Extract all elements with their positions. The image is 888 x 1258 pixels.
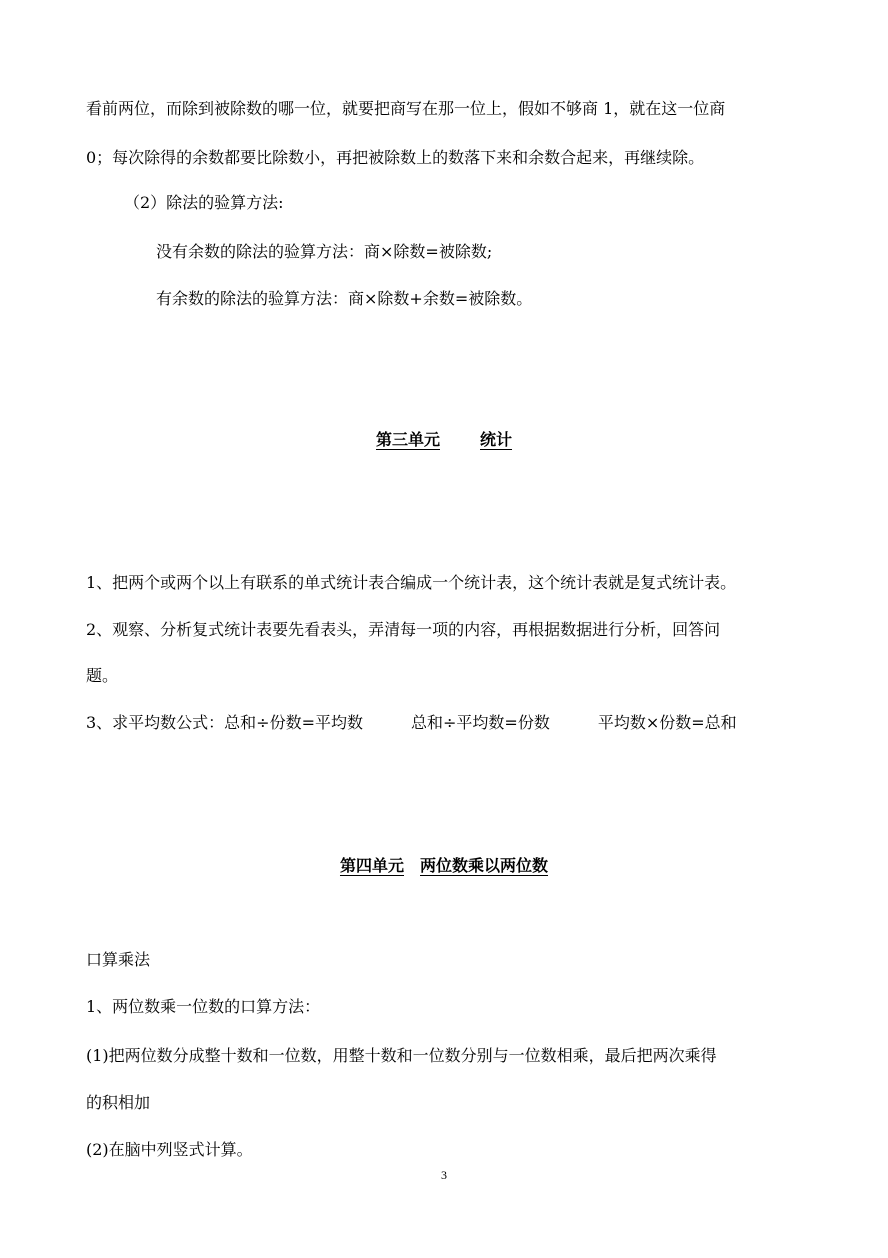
unit4-step2: (2)在脑中列竖式计算。 bbox=[86, 1140, 253, 1159]
division-para-line1: 看前两位，而除到被除数的哪一位，就要把商写在那一位上，假如不够商 1，就在这一位商 bbox=[86, 99, 726, 118]
average-formula-3: 平均数×份数=总和 bbox=[597, 713, 737, 732]
average-formula-2: 总和÷平均数=份数 bbox=[411, 713, 550, 732]
unit3-heading-part2: 统计 bbox=[480, 430, 513, 449]
unit3-item1: 1、把两个或两个以上有联系的单式统计表合编成一个统计表，这个统计表就是复式统计表。 bbox=[86, 573, 737, 592]
unit3-heading-part1: 第三单元 bbox=[375, 430, 440, 449]
division-para-line2: 0；每次除得的余数都要比除数小，再把被除数上的数落下来和余数合起来，再继续除。 bbox=[86, 148, 705, 167]
unit3-item2-line1: 2、观察、分析复式统计表要先看表头，弄清每一项的内容，再根据数据进行分析，回答问 bbox=[86, 620, 721, 639]
unit4-step1-line1: (1)把两位数分成整十数和一位数，用整十数和一位数分别与一位数相乘，最后把两次乘得 bbox=[86, 1046, 717, 1065]
division-check-title: （2）除法的验算方法: bbox=[124, 193, 284, 212]
unit4-step1-line2: 的积相加 bbox=[86, 1093, 151, 1112]
unit4-item1: 1、两位数乘一位数的口算方法： bbox=[86, 997, 321, 1016]
unit4-subheading: 口算乘法 bbox=[86, 950, 151, 969]
page-number: 3 bbox=[441, 1168, 447, 1182]
unit3-item2-line2: 题。 bbox=[86, 666, 119, 685]
unit4-heading-part1: 第四单元 bbox=[339, 856, 404, 875]
unit4-heading-part2: 两位数乘以两位数 bbox=[420, 856, 549, 875]
division-check-no-remainder: 没有余数的除法的验算方法：商×除数=被除数; bbox=[156, 242, 493, 261]
unit3-item3 bbox=[86, 713, 737, 733]
unit4-heading bbox=[0, 856, 888, 876]
division-check-with-remainder: 有余数的除法的验算方法：商×除数+余数=被除数。 bbox=[156, 289, 533, 308]
average-formula-1: 3、求平均数公式：总和÷份数=平均数 bbox=[86, 713, 363, 732]
unit3-heading bbox=[0, 430, 888, 450]
